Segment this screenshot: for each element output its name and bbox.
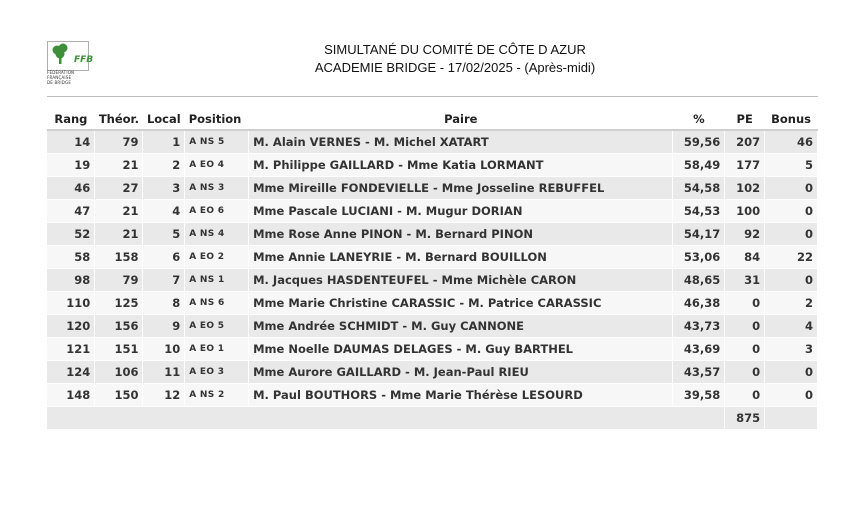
table-row (47, 223, 818, 246)
total-spacer (47, 407, 725, 430)
cell-paire: Mme Marie Christine CARASSIC - M. Patrice CARASSIC (249, 292, 673, 315)
cell-bonus: 0 (765, 384, 818, 407)
cell-local: 7 (143, 269, 185, 292)
cell-pe: 92 (725, 223, 765, 246)
table-header-row (47, 108, 818, 130)
report-subtitle: ACADEMIE BRIDGE - 17/02/2025 - (Après-midi) (314, 60, 596, 75)
cell-pct: 43,73 (673, 315, 725, 338)
cell-pct: 46,38 (673, 292, 725, 315)
cell-local: 11 (143, 361, 185, 384)
cell-paire: Mme Aurore GAILLARD - M. Jean-Paul RIEU (249, 361, 673, 384)
cell-bonus: 3 (765, 338, 818, 361)
cell-paire: M. Paul BOUTHORS - Mme Marie Thérèse LESOURD (249, 384, 673, 407)
cell-local: 6 (143, 246, 185, 269)
results-table (47, 108, 818, 430)
cell-theor: 125 (95, 292, 143, 315)
cell-pe: 31 (725, 269, 765, 292)
total-pe: 875 (725, 407, 765, 430)
cell-local: 3 (143, 177, 185, 200)
cell-paire: M. Philippe GAILLARD - Mme Katia LORMANT (249, 154, 673, 177)
cell-local: 4 (143, 200, 185, 223)
cell-theor: 156 (95, 315, 143, 338)
cell-pe: 0 (725, 361, 765, 384)
table-row (47, 384, 818, 407)
cell-position: A NS 4 (185, 223, 249, 246)
cell-bonus: 0 (765, 361, 818, 384)
cell-pct: 54,58 (673, 177, 725, 200)
cell-paire: Mme Mireille FONDEVIELLE - Mme Josseline REBUFFEL (249, 177, 673, 200)
cell-pct: 43,57 (673, 361, 725, 384)
cell-pct: 53,06 (673, 246, 725, 269)
table-row (47, 361, 818, 384)
cell-pe: 177 (725, 154, 765, 177)
cell-pct: 43,69 (673, 338, 725, 361)
cell-pe: 100 (725, 200, 765, 223)
cell-rang: 120 (47, 315, 95, 338)
col-header-rang: Rang (47, 108, 95, 130)
cell-bonus: 0 (765, 223, 818, 246)
cell-pct: 59,56 (673, 130, 725, 154)
cell-theor: 151 (95, 338, 143, 361)
cell-position: A NS 2 (185, 384, 249, 407)
cell-local: 2 (143, 154, 185, 177)
table-total-row (47, 407, 818, 430)
col-header-pe: PE (725, 108, 765, 130)
header-divider (47, 96, 818, 97)
cell-pe: 0 (725, 292, 765, 315)
svg-text:FFB: FFB (74, 55, 94, 65)
cell-paire: Mme Annie LANEYRIE - M. Bernard BOUILLON (249, 246, 673, 269)
table-row (47, 315, 818, 338)
cell-theor: 106 (95, 361, 143, 384)
cell-local: 12 (143, 384, 185, 407)
cell-rang: 98 (47, 269, 95, 292)
cell-theor: 79 (95, 130, 143, 154)
cell-theor: 150 (95, 384, 143, 407)
cell-rang: 121 (47, 338, 95, 361)
col-header-paire: Paire (249, 108, 673, 130)
logo-caption: FÉDÉRATION FRANÇAISE DE BRIDGE (47, 70, 75, 85)
cell-rang: 14 (47, 130, 95, 154)
cell-paire: M. Alain VERNES - M. Michel XATART (249, 130, 673, 154)
cell-bonus: 2 (765, 292, 818, 315)
table-row (47, 200, 818, 223)
cell-position: A NS 5 (185, 130, 249, 154)
cell-paire: M. Jacques HASDENTEUFEL - Mme Michèle CARON (249, 269, 673, 292)
table-row (47, 177, 818, 200)
cell-pct: 39,58 (673, 384, 725, 407)
cell-rang: 148 (47, 384, 95, 407)
cell-rang: 52 (47, 223, 95, 246)
cell-pe: 102 (725, 177, 765, 200)
cell-pct: 54,17 (673, 223, 725, 246)
cell-position: A NS 1 (185, 269, 249, 292)
cell-bonus: 0 (765, 177, 818, 200)
cell-position: A NS 3 (185, 177, 249, 200)
cell-pct: 48,65 (673, 269, 725, 292)
cell-bonus: 4 (765, 315, 818, 338)
cell-pe: 0 (725, 338, 765, 361)
col-header-position: Position (185, 108, 249, 130)
cell-position: A EO 2 (185, 246, 249, 269)
cell-bonus: 5 (765, 154, 818, 177)
cell-rang: 124 (47, 361, 95, 384)
ffb-logo-icon (47, 41, 94, 71)
cell-rang: 19 (47, 154, 95, 177)
cell-rang: 110 (47, 292, 95, 315)
cell-theor: 21 (95, 154, 143, 177)
cell-paire: Mme Rose Anne PINON - M. Bernard PINON (249, 223, 673, 246)
cell-local: 5 (143, 223, 185, 246)
table-row (47, 130, 818, 154)
cell-pe: 0 (725, 384, 765, 407)
cell-theor: 158 (95, 246, 143, 269)
cell-local: 1 (143, 130, 185, 154)
total-bonus-spacer (765, 407, 818, 430)
cell-rang: 47 (47, 200, 95, 223)
cell-local: 10 (143, 338, 185, 361)
col-header-bonus: Bonus (765, 108, 818, 130)
col-header-local: Local (143, 108, 185, 130)
cell-pe: 207 (725, 130, 765, 154)
cell-pe: 0 (725, 315, 765, 338)
cell-position: A EO 6 (185, 200, 249, 223)
cell-local: 9 (143, 315, 185, 338)
cell-position: A EO 5 (185, 315, 249, 338)
cell-position: A NS 6 (185, 292, 249, 315)
cell-bonus: 0 (765, 269, 818, 292)
report-header (250, 41, 660, 77)
cell-paire: Mme Pascale LUCIANI - M. Mugur DORIAN (249, 200, 673, 223)
cell-theor: 21 (95, 223, 143, 246)
cell-position: A EO 1 (185, 338, 249, 361)
col-header-pct: % (673, 108, 725, 130)
cell-paire: Mme Andrée SCHMIDT - M. Guy CANNONE (249, 315, 673, 338)
cell-pct: 54,53 (673, 200, 725, 223)
table-row (47, 246, 818, 269)
table-row (47, 154, 818, 177)
cell-bonus: 0 (765, 200, 818, 223)
cell-local: 8 (143, 292, 185, 315)
report-title: SIMULTANÉ DU COMITÉ DE CÔTE D AZUR (324, 42, 586, 57)
cell-bonus: 46 (765, 130, 818, 154)
cell-bonus: 22 (765, 246, 818, 269)
cell-pct: 58,49 (673, 154, 725, 177)
col-header-theor: Théor. (95, 108, 143, 130)
table-row (47, 338, 818, 361)
cell-pe: 84 (725, 246, 765, 269)
cell-paire: Mme Noelle DAUMAS DELAGES - M. Guy BARTHEL (249, 338, 673, 361)
cell-rang: 58 (47, 246, 95, 269)
table-row (47, 269, 818, 292)
cell-theor: 27 (95, 177, 143, 200)
cell-theor: 79 (95, 269, 143, 292)
cell-position: A EO 3 (185, 361, 249, 384)
cell-theor: 21 (95, 200, 143, 223)
cell-rang: 46 (47, 177, 95, 200)
table-row (47, 292, 818, 315)
cell-position: A EO 4 (185, 154, 249, 177)
